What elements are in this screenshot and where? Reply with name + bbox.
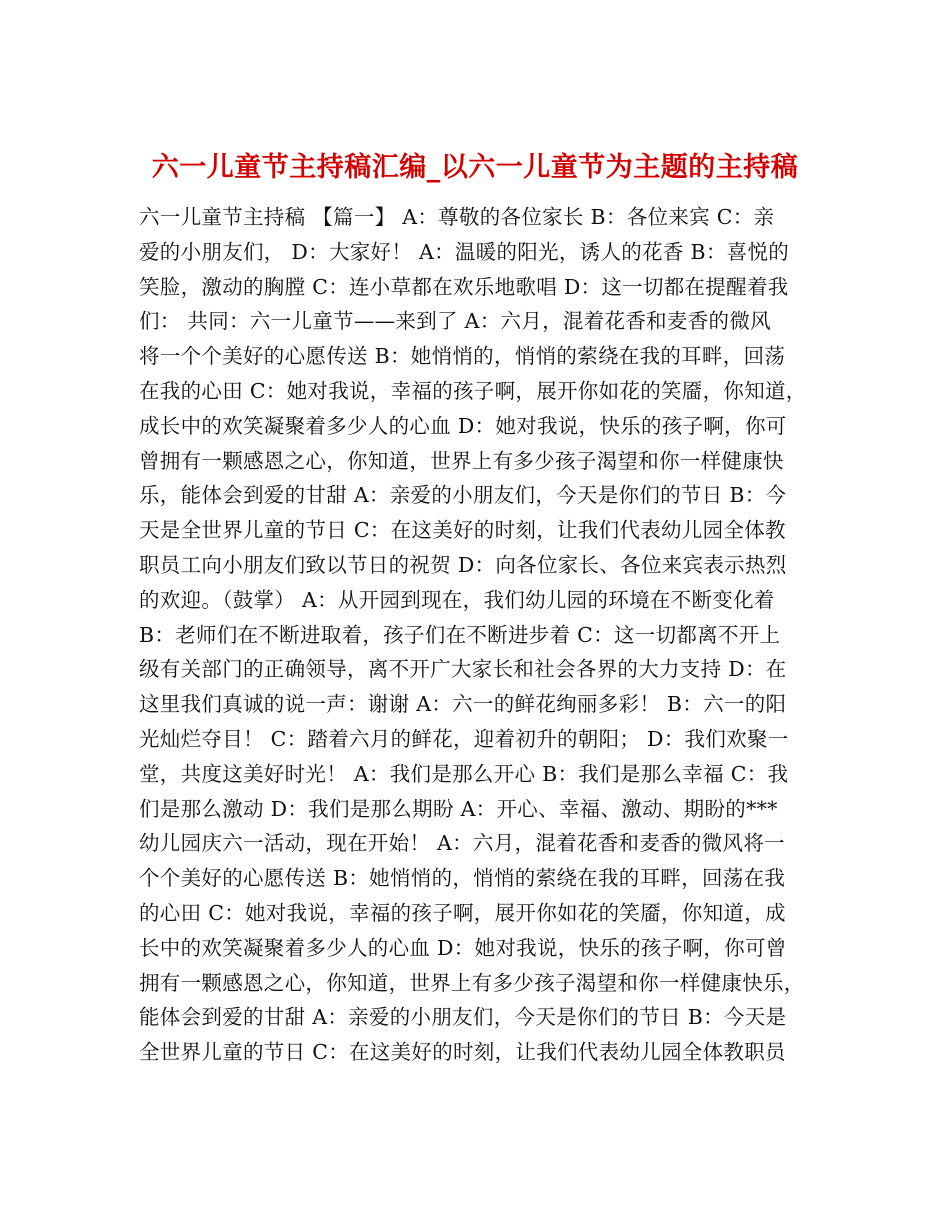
text-line: 光灿烂夺目！ C：踏着六月的鲜花，迎着初升的朝阳； D：我们欢聚一 xyxy=(139,726,789,751)
text-line: 幼儿园庆六一活动，现在开始！ A：六月，混着花香和麦香的微风将一 xyxy=(139,831,785,856)
text-line: 们是那么激动 D：我们是那么期盼 A：开心、幸福、激动、期盼的*** xyxy=(139,796,778,821)
text-line: 的心田 C：她对我说，幸福的孩子啊，展开你如花的笑靥，你知道，成 xyxy=(139,900,786,925)
text-line: B：老师们在不断进取着，孩子们在不断进步着 C：这一切都离不开上 xyxy=(139,622,781,647)
text-line: 成长中的欢笑凝聚着多少人的心血 D：她对我说，快乐的孩子啊，你可 xyxy=(139,413,787,438)
body-paragraph xyxy=(139,200,819,1070)
text-line: 长中的欢笑凝聚着多少人的心血 D：她对我说，快乐的孩子啊，你可曾 xyxy=(139,935,787,960)
text-line: 曾拥有一颗感恩之心，你知道，世界上有多少孩子渴望和你一样健康快 xyxy=(139,448,784,473)
text-line: 们： 共同：六一儿童节——来到了 A：六月，混着花香和麦香的微风 xyxy=(139,309,771,334)
text-line: 级有关部门的正确领导，离不开广大家长和社会各界的大力支持 D：在 xyxy=(139,657,787,682)
text-line: 笑脸，激动的胸膛 C：连小草都在欢乐地歌唱 D：这一切都在提醒着我 xyxy=(139,274,789,299)
text-line: 全世界儿童的节日 C：在这美好的时刻，让我们代表幼儿园全体教职员 xyxy=(139,1040,786,1065)
text-line: 拥有一颗感恩之心，你知道，世界上有多少孩子渴望和你一样健康快乐， xyxy=(139,970,805,995)
text-line: 乐，能体会到爱的甘甜 A：亲爱的小朋友们，今天是你们的节日 B：今 xyxy=(139,483,787,508)
text-line: 这里我们真诚的说一声：谢谢 A：六一的鲜花绚丽多彩！ B：六一的阳 xyxy=(139,692,787,717)
text-line: 在我的心田 C：她对我说，幸福的孩子啊，展开你如花的笑靥，你知道， xyxy=(139,378,807,403)
text-line: 六一儿童节主持稿 【篇一】 A：尊敬的各位家长 B：各位来宾 C：亲 xyxy=(139,205,775,229)
text-line: 将一个个美好的心愿传送 B：她悄悄的，悄悄的萦绕在我的耳畔，回荡 xyxy=(139,344,786,369)
text-line: 天是全世界儿童的节日 C：在这美好的时刻，让我们代表幼儿园全体教 xyxy=(139,518,786,543)
text-line: 能体会到爱的甘甜 A：亲爱的小朋友们，今天是你们的节日 B：今天是 xyxy=(139,1005,787,1030)
text-line: 个个美好的心愿传送 B：她悄悄的，悄悄的萦绕在我的耳畔，回荡在我 xyxy=(139,866,786,891)
text-line: 爱的小朋友们， D：大家好！ A：温暖的阳光，诱人的花香 B：喜悦的 xyxy=(139,239,790,264)
page-title: 六一儿童节主持稿汇编_以六一儿童节为主题的主持稿 xyxy=(151,152,799,184)
text-line: 的欢迎。（鼓掌） A：从开园到现在，我们幼儿园的环境在不断变化着 xyxy=(139,587,775,612)
text-line: 职员工向小朋友们致以节日的祝贺 D：向各位家长、各位来宾表示热烈 xyxy=(139,552,787,577)
text-line: 堂，共度这美好时光！ A：我们是那么开心 B：我们是那么幸福 C：我 xyxy=(139,761,789,786)
